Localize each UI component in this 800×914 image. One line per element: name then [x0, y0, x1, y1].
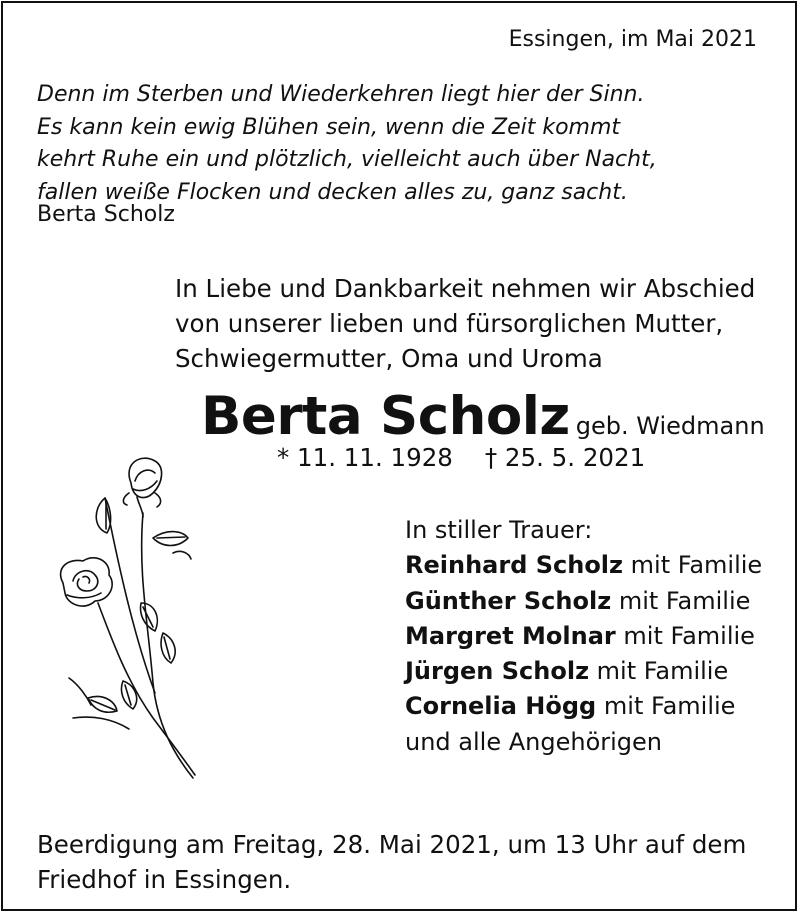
mourner-name: Reinhard Scholz: [405, 551, 624, 580]
poem: [37, 79, 657, 209]
poem-line: fallen weiße Flocken und decken alles zu, ganz sacht.: [37, 179, 628, 205]
mourner-name: Günther Scholz: [405, 586, 612, 615]
mourner-name: Margret Molnar: [405, 621, 616, 650]
place-date: Essingen, im Mai 2021: [508, 27, 757, 52]
intro-text: [175, 271, 755, 376]
mourner-suffix: mit Familie: [623, 621, 755, 650]
mourner-suffix: mit Familie: [603, 692, 736, 721]
poem-line: Denn im Sterben und Wiederkehren liegt hier der Sinn.: [37, 82, 645, 107]
mourner-name: Jürgen Scholz: [405, 657, 590, 686]
intro-line: von unserer lieben und fürsorglichen Mutter,: [175, 309, 724, 338]
maiden-name: geb. Wiedmann: [575, 412, 765, 440]
mourner-entry: [405, 548, 762, 583]
mourner-entry: [405, 654, 762, 689]
mourners-heading: In stiller Trauer:: [405, 516, 593, 544]
funeral-line: Beerdigung am Freitag, 28. Mai 2021, um 13 Uhr auf dem: [37, 830, 747, 859]
funeral-line: Friedhof in Essingen.: [37, 865, 292, 894]
mourner-suffix: mit Familie: [618, 586, 751, 615]
mourner-name: Cornelia Högg: [405, 692, 597, 721]
intro-line: In Liebe und Dankbarkeit nehmen wir Abschied: [175, 274, 756, 303]
life-dates: [277, 443, 645, 472]
rose-illustration-icon: [43, 453, 213, 783]
funeral-info: [37, 827, 746, 897]
mourner-entry: [405, 689, 762, 724]
birth-date: * 11. 11. 1928: [277, 443, 453, 472]
death-date: † 25. 5. 2021: [484, 443, 646, 472]
poem-line: Es kann kein ewig Blühen sein, wenn die Zeit kommt: [37, 114, 621, 140]
poem-line: kehrt Ruhe ein und plötzlich, vielleicht auch über Nacht,: [37, 147, 657, 172]
poem-author: Berta Scholz: [37, 202, 175, 227]
mourner-entry: [405, 584, 762, 619]
mourners-list: [405, 513, 762, 760]
intro-line: Schwiegermutter, Oma und Uroma: [175, 344, 603, 373]
mourners-closing: und alle Angehörigen: [405, 727, 662, 756]
deceased-name-block: [201, 386, 765, 447]
mourner-suffix: mit Familie: [596, 657, 729, 686]
obituary-notice: [1, 1, 797, 911]
mourner-suffix: mit Familie: [630, 551, 763, 580]
deceased-name: Berta Scholz: [201, 386, 570, 447]
mourner-entry: [405, 619, 762, 654]
